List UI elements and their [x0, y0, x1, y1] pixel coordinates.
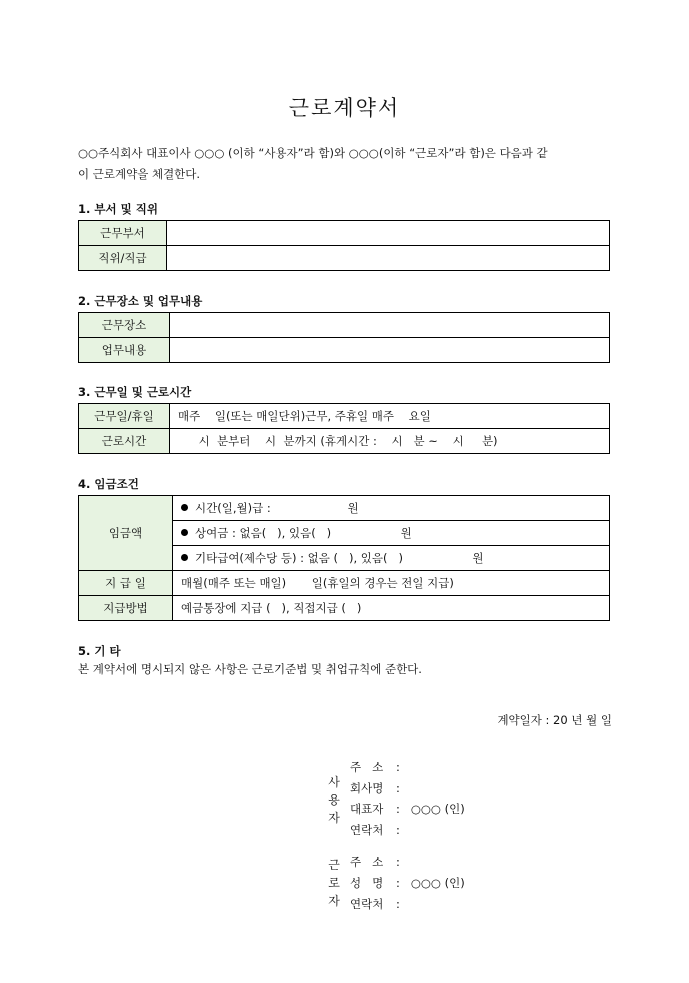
- payment-method-value[interactable]: 예금통장에 지급 ( ), 직접지급 ( ): [173, 596, 610, 621]
- table-row: [79, 313, 610, 338]
- wage-item-text: 기타급여(제수당 등) : 없음 ( ), 있음( ) 원: [195, 551, 484, 565]
- workdays-value[interactable]: 매주 일(또는 매일단위)근무, 주휴일 매주 요일: [170, 404, 610, 429]
- intro-line-2: 이 근로계약을 체결한다.: [78, 167, 201, 181]
- dept-label: 근무부서: [79, 221, 167, 246]
- intro-text: [78, 143, 618, 185]
- wage-item-bonus[interactable]: [173, 521, 610, 546]
- duties-value[interactable]: [170, 338, 610, 363]
- employee-contact-row[interactable]: 연락처 :: [350, 897, 400, 911]
- employer-company-key: 회사명: [350, 781, 384, 795]
- employer-company-row[interactable]: 회사명 :: [350, 781, 400, 795]
- employee-contact-key: 연락처: [350, 897, 384, 911]
- wage-item-text: 시간(일,월)급 : 원: [195, 501, 359, 515]
- table-row: [79, 404, 610, 429]
- section2-table: [78, 312, 610, 363]
- employee-vertical-label: [326, 856, 342, 910]
- employer-contact-key: 연락처: [350, 823, 384, 837]
- employer-vertical-label: [326, 773, 342, 827]
- employer-label-char: 사: [328, 775, 340, 789]
- bullet-icon: [181, 554, 188, 561]
- section4-heading: 4. 임금조건: [78, 477, 139, 491]
- document-title: 근로계약서: [288, 96, 401, 120]
- payment-method-label: 지급방법: [79, 596, 173, 621]
- section5-note: 본 계약서에 명시되지 않은 사항은 근로기준법 및 취업규칙에 준한다.: [78, 662, 422, 676]
- section1-heading: 1. 부서 및 직위: [78, 202, 158, 216]
- section5-heading: 5. 기 타: [78, 644, 121, 658]
- employee-label-char: 자: [328, 894, 340, 908]
- section3-table: [78, 403, 610, 454]
- section1-table: [78, 220, 610, 271]
- bullet-icon: [181, 529, 188, 536]
- contract-date[interactable]: 계약일자 : 20 년 월 일: [497, 713, 612, 727]
- table-row: [79, 429, 610, 454]
- wage-label: 임금액: [79, 496, 173, 571]
- employee-address-key: 주 소: [350, 855, 384, 869]
- wage-item-hourly[interactable]: [173, 496, 610, 521]
- section4-table: [78, 495, 610, 621]
- employee-name-key: 성 명: [350, 876, 384, 890]
- workplace-label: 근무장소: [79, 313, 170, 338]
- workdays-label: 근무일/휴일: [79, 404, 170, 429]
- employer-label-char: 용: [328, 793, 340, 807]
- intro-line-1: ○○주식회사 대표이사 ○○○ (이하 “사용자”라 함)와 ○○○(이하 “근로자”라 함)은 다음과 같: [78, 146, 548, 160]
- dept-value[interactable]: [167, 221, 610, 246]
- table-row: [79, 246, 610, 271]
- duties-label: 업무내용: [79, 338, 170, 363]
- employer-address-row[interactable]: 주 소 :: [350, 760, 400, 774]
- employer-address-key: 주 소: [350, 760, 384, 774]
- position-label: 직위/직급: [79, 246, 167, 271]
- workhours-label: 근로시간: [79, 429, 170, 454]
- section2-heading: 2. 근무장소 및 업무내용: [78, 294, 203, 308]
- employer-label-char: 자: [328, 811, 340, 825]
- employee-address-row[interactable]: 주 소 :: [350, 855, 400, 869]
- workplace-value[interactable]: [170, 313, 610, 338]
- employer-ceo-row[interactable]: 대표자 : ○○○ (인): [350, 802, 465, 816]
- employee-label-char: 근: [328, 858, 340, 872]
- wage-item-text: 상여금 : 없음( ), 있음( ) 원: [195, 526, 412, 540]
- employer-ceo-key: 대표자: [350, 802, 384, 816]
- workhours-value[interactable]: 시 분부터 시 분까지 (휴게시간 : 시 분 ~ 시 분): [170, 429, 610, 454]
- table-row: [79, 221, 610, 246]
- bullet-icon: [181, 504, 188, 511]
- payday-value[interactable]: 매월(매주 또는 매일) 일(휴일의 경우는 전일 지급): [173, 571, 610, 596]
- payday-label: 지 급 일: [79, 571, 173, 596]
- wage-item-allowance[interactable]: [173, 546, 610, 571]
- table-row: [79, 571, 610, 596]
- employer-ceo-value: ○○○ (인): [410, 802, 465, 816]
- section3-heading: 3. 근무일 및 근로시간: [78, 385, 192, 399]
- employee-name-value: ○○○ (인): [410, 876, 465, 890]
- table-row: [79, 496, 610, 521]
- employee-name-row[interactable]: 성 명 : ○○○ (인): [350, 876, 465, 890]
- table-row: [79, 596, 610, 621]
- employer-contact-row[interactable]: 연락처 :: [350, 823, 400, 837]
- employee-label-char: 로: [328, 876, 340, 890]
- position-value[interactable]: [167, 246, 610, 271]
- table-row: [79, 338, 610, 363]
